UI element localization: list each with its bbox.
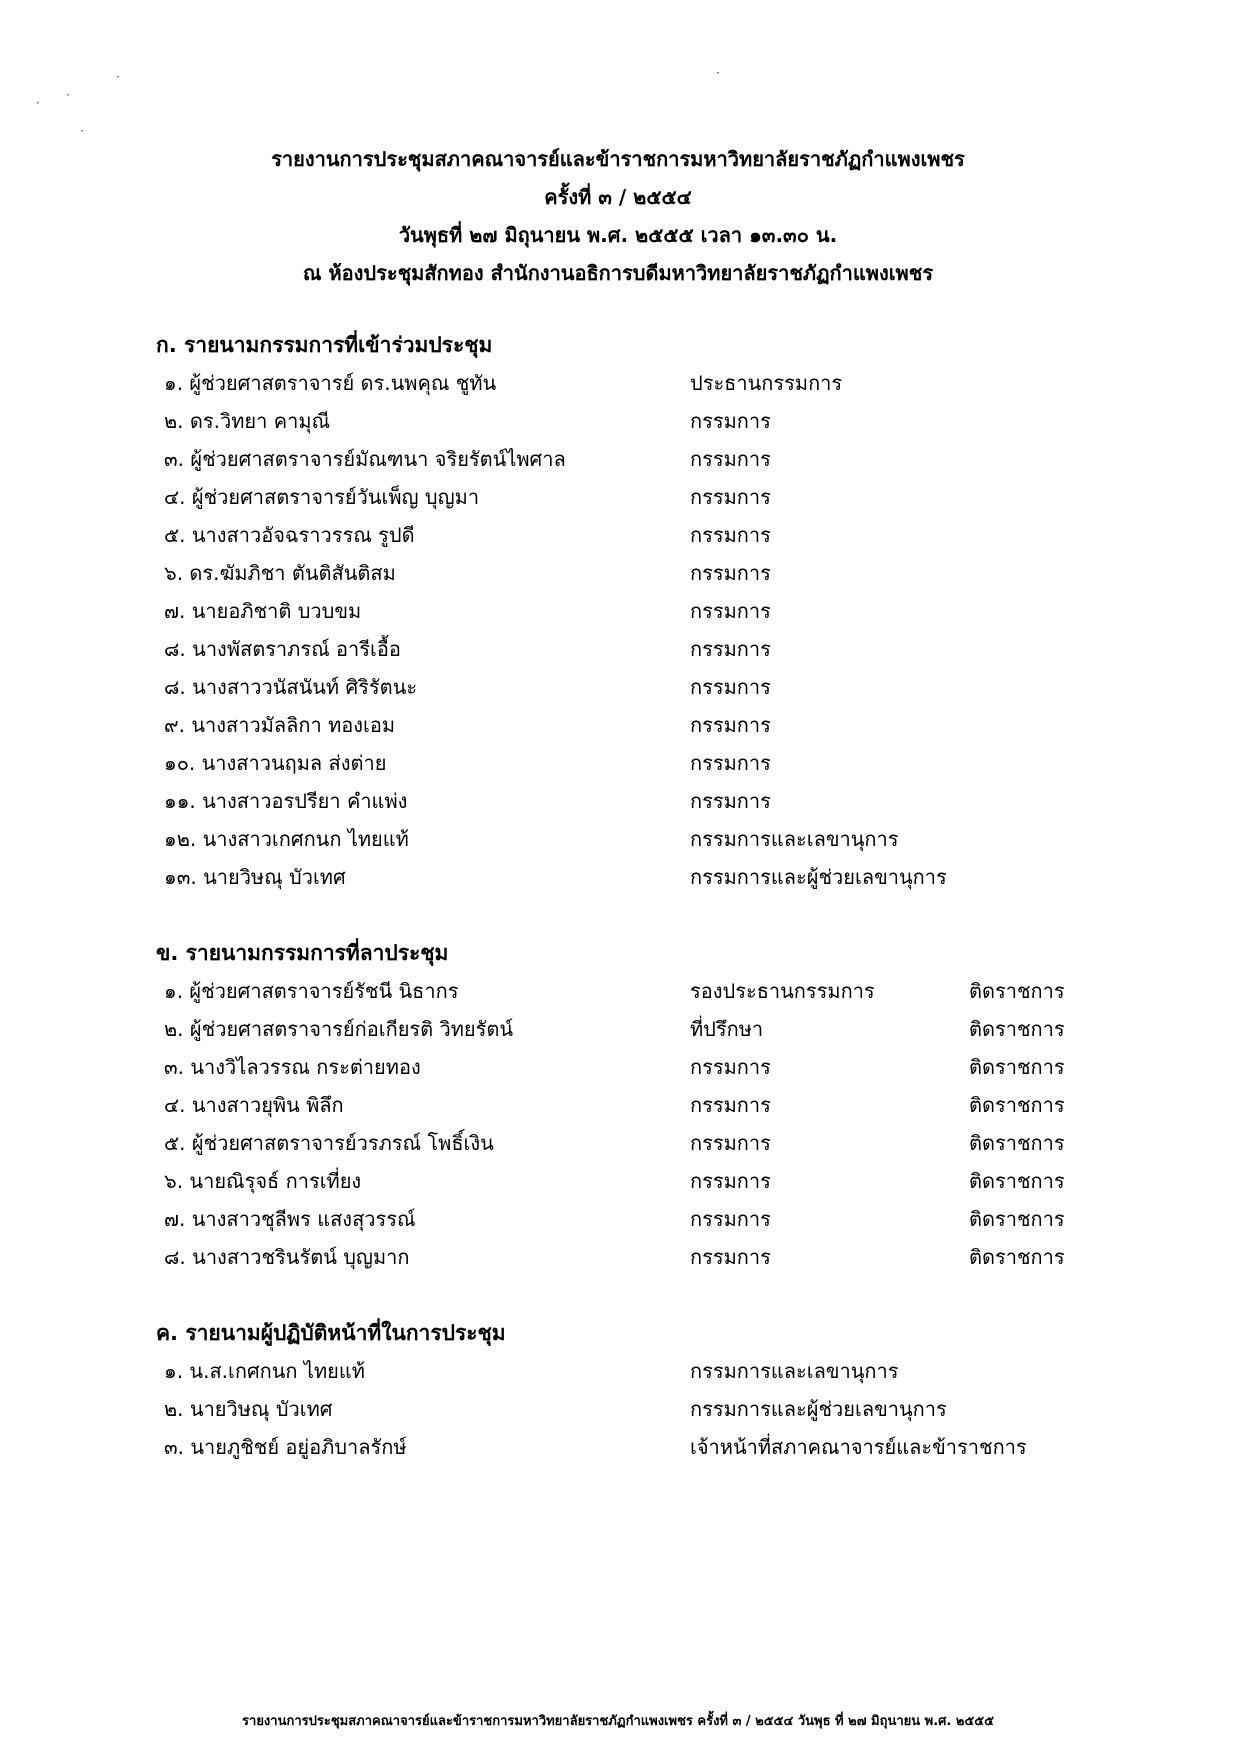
list-item [156,668,1156,706]
member-role: กรรมการ [690,447,771,471]
absence-reason: ติดราชการ [969,1169,1065,1193]
member-name: ๘. นางพัสตราภรณ์ อารีเอื้อ [164,637,401,661]
member-name: ๕. นางสาวอัจฉราวรรณ รูปดี [164,523,415,547]
staff-list [156,1352,1156,1466]
member-role: เจ้าหน้าที่สภาคณาจารย์และข้าราชการ [690,1435,1027,1459]
member-role: กรรมการ [690,751,771,775]
list-item [156,1124,1156,1162]
member-name: ๑. น.ส.เกศกนก ไทยแท้ [164,1359,365,1383]
member-role: รองประธานกรรมการ [690,979,875,1003]
list-item [156,1086,1156,1124]
member-role: กรรมการและผู้ช่วยเลขานุการ [690,865,947,889]
absence-reason: ติดราชการ [969,979,1065,1003]
member-name: ๓. ผู้ช่วยศาสตราจารย์มัณฑนา จริยรัตน์ไพศาล [164,447,566,471]
list-item [156,706,1156,744]
section-title: ค. รายนามผู้ปฏิบัติหน้าที่ในการประชุม [156,1321,506,1345]
list-item [156,402,1156,440]
member-name: ๔. ผู้ช่วยศาสตราจารย์วันเพ็ญ บุญมา [164,485,480,509]
member-role: กรรมการ [690,1245,771,1269]
member-name: ๑. ผู้ช่วยศาสตราจารย์ ดร.นพคุณ ชูทัน [164,371,497,395]
absence-reason: ติดราชการ [969,1245,1065,1269]
list-item [156,630,1156,668]
list-item [156,1352,1156,1390]
member-role: กรรมการ [690,675,771,699]
list-item [156,440,1156,478]
member-name: ๘. นางสาวชรินรัตน์ บุญมาก [164,1245,410,1269]
list-item [156,820,1156,858]
absence-reason: ติดราชการ [969,1055,1065,1079]
member-role: ประธานกรรมการ [690,371,843,395]
member-role: กรรมการและผู้ช่วยเลขานุการ [690,1397,947,1421]
list-item [156,972,1156,1010]
list-item [156,1428,1156,1466]
scan-speck: · [116,70,120,84]
list-item [156,554,1156,592]
member-role: กรรมการ [690,789,771,813]
list-item [156,782,1156,820]
member-role: กรรมการ [690,1207,771,1231]
member-name: ๙. นางสาวมัลลิกา ทองเอม [164,713,396,737]
absence-reason: ติดราชการ [969,1131,1065,1155]
list-item [156,592,1156,630]
list-item [156,516,1156,554]
member-name: ๖. นายณิรุจธ์ การเที่ยง [164,1169,362,1193]
member-name: ๔. นางสาวยุพิน พิลึก [164,1093,344,1117]
section-title: ก. รายนามกรรมการที่เข้าร่วมประชุม [156,333,493,357]
member-role: ที่ปรึกษา [690,1017,764,1041]
member-role: กรรมการและเลขานุการ [690,1359,899,1383]
member-name: ๖. ดร.ฆัมภิชา ตันติสันติสม [164,561,396,585]
member-name: ๑๒. นางสาวเกศกนก ไทยแท้ [164,827,409,851]
scan-speck: · [80,124,84,138]
attendee-list [156,364,1156,896]
section-meeting-staff [156,1314,1156,1466]
list-item [156,1390,1156,1428]
member-role: กรรมการ [690,713,771,737]
list-item [156,858,1156,896]
member-name: ๒. ดร.วิทยา คามุณี [164,409,331,433]
absence-reason: ติดราชการ [969,1017,1065,1041]
member-role: กรรมการ [690,523,771,547]
section-absentees [156,934,1156,1276]
document-header [0,140,1236,292]
member-name: ๒. ผู้ช่วยศาสตราจารย์ก่อเกียรติ วิทยรัตน์ [164,1017,514,1041]
absence-reason: ติดราชการ [969,1207,1065,1231]
member-name: ๑๑. นางสาวอรปรียา คำแพ่ง [164,789,408,813]
list-item [156,744,1156,782]
member-name: ๕. ผู้ช่วยศาสตราจารย์วรภรณ์ โพธิ์เงิน [164,1131,494,1155]
list-item [156,1238,1156,1276]
scan-speck: · [36,96,40,110]
member-role: กรรมการ [690,599,771,623]
absence-reason: ติดราชการ [969,1093,1065,1117]
member-name: ๑๓. นายวิษณุ บัวเทศ [164,865,346,889]
header-title: รายงานการประชุมสภาคณาจารย์และข้าราชการมหาวิทยาลัยราชภัฏกำแพงเพชร [271,147,965,171]
member-name: ๑๐. นางสาวนฤมล ส่งต่าย [164,751,387,775]
member-role: กรรมการ [690,561,771,585]
member-role: กรรมการ [690,485,771,509]
absentee-list [156,972,1156,1276]
header-meeting-number: ครั้งที่ ๓ / ๒๕๕๔ [544,185,692,209]
member-name: ๗. นายอภิชาติ บวบขม [164,599,362,623]
section-title: ข. รายนามกรรมการที่ลาประชุม [156,941,449,965]
list-item [156,1162,1156,1200]
member-name: ๘. นางสาววนัสนันท์ ศิริรัตนะ [164,675,418,699]
member-name: ๗. นางสาวชุลีพร แสงสุวรรณ์ [164,1207,416,1231]
member-name: ๓. นายภูชิชย์ อยู่อภิบาลรักษ์ [164,1435,407,1459]
member-role: กรรมการ [690,1055,771,1079]
member-role: กรรมการ [690,409,771,433]
member-role: กรรมการ [690,637,771,661]
header-date-time: วันพุธที่ ๒๗ มิถุนายน พ.ศ. ๒๕๕๕ เวลา ๑๓.๓๐ น. [398,223,838,247]
member-role: กรรมการ [690,1131,771,1155]
list-item [156,1010,1156,1048]
member-name: ๑. ผู้ช่วยศาสตราจารย์รัชนี นิธากร [164,979,459,1003]
header-venue: ณ ห้องประชุมสักทอง สำนักงานอธิการบดีมหาวิทยาลัยราชภัฏกำแพงเพชร [302,261,934,285]
section-attendees [156,326,1156,896]
scan-speck: · [66,88,70,102]
member-role: กรรมการ [690,1169,771,1193]
member-name: ๒. นายวิษณุ บัวเทศ [164,1397,333,1421]
page-footer: รายงานการประชุมสภาคณาจารย์และข้าราชการมหาวิทยาลัยราชภัฏกำแพงเพชร ครั้งที่ ๓ / ๒๕๕๔ วันพุธ ที่ ๒๗ มิถุนายน พ.ศ. ๒๕๕๕ [242,1714,994,1729]
list-item [156,478,1156,516]
scan-speck: · [716,66,720,80]
member-name: ๓. นางวิไลวรรณ กระต่ายทอง [164,1055,421,1079]
member-role: กรรมการและเลขานุการ [690,827,899,851]
list-item [156,1200,1156,1238]
list-item [156,1048,1156,1086]
member-role: กรรมการ [690,1093,771,1117]
list-item [156,364,1156,402]
